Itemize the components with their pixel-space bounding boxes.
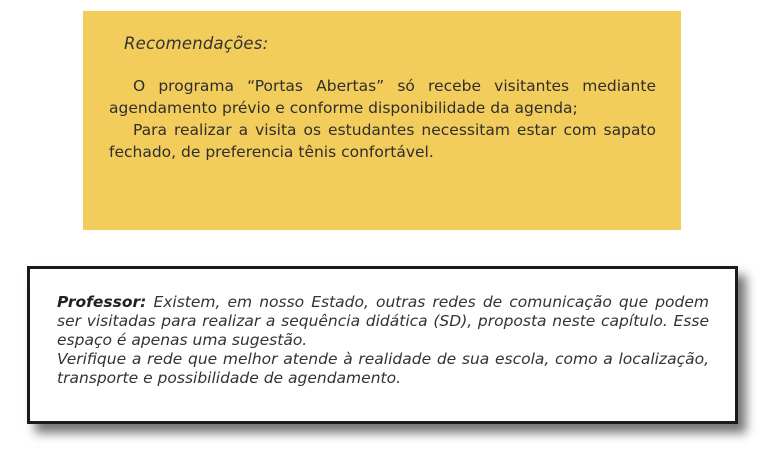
- recommendations-title: Recomendações:: [124, 34, 269, 53]
- teacher-note-label: Professor:: [57, 293, 147, 311]
- teacher-note-paragraph-2: Verifique a rede que melhor atende à realidade de sua escola, como a localização, transporte e possibilidade de agendamento.: [57, 350, 709, 387]
- teacher-note-paragraph-1: [57, 293, 709, 350]
- recommendation-paragraph-1: O programa “Portas Abertas” só recebe visitantes mediante agendamento prévio e conforme disponibilidade da agenda;: [109, 77, 656, 117]
- recommendations-box: [83, 11, 681, 230]
- teacher-note-text-1: Existem, em nosso Estado, outras redes de comunicação que podem ser visitadas para realizar a sequência didática (SD), proposta neste capítulo. Esse espaço é apenas uma sugestão.: [57, 293, 709, 349]
- teacher-note-box: [27, 266, 738, 424]
- recommendation-paragraph-2: Para realizar a visita os estudantes necessitam estar com sapato fechado, de preferencia tênis confortável.: [109, 121, 656, 161]
